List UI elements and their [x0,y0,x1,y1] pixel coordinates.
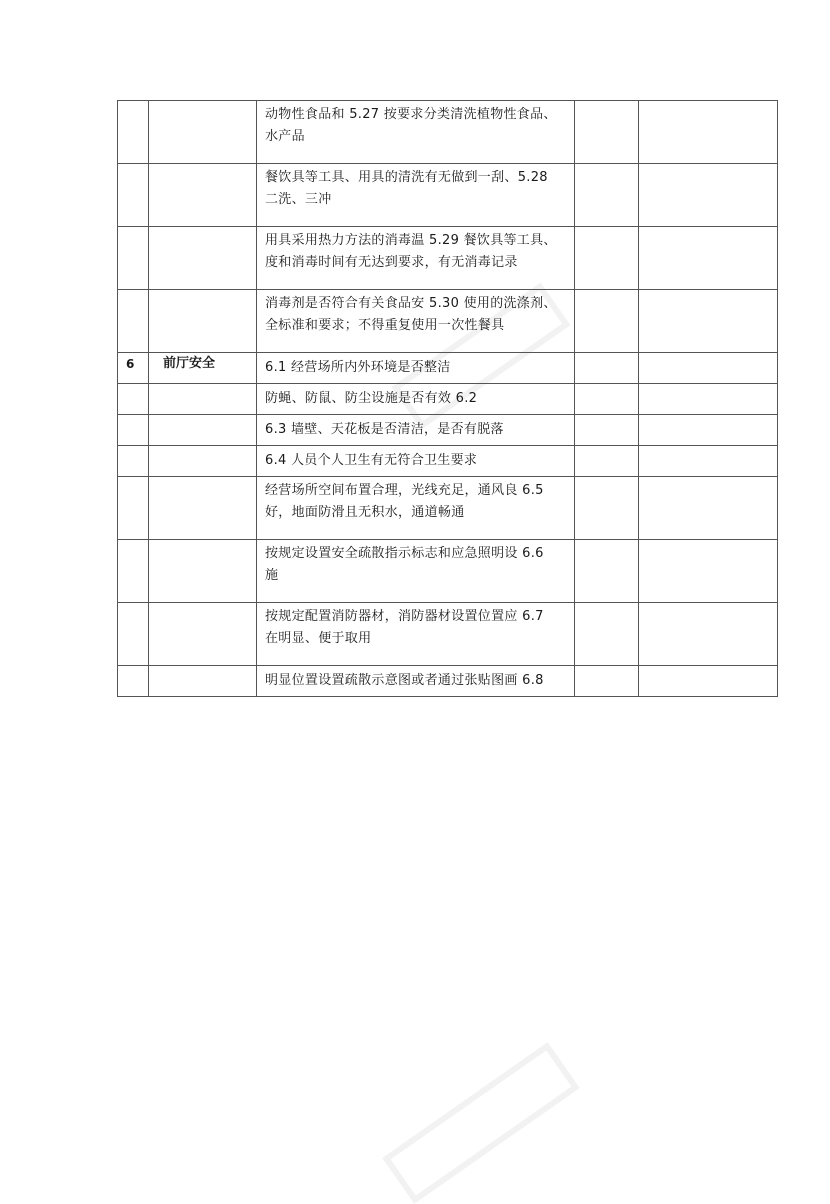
remarks-cell [639,384,778,415]
row-number-cell [118,446,149,477]
check-item-cell [257,101,575,164]
check-item-text-line: 在明显、便于取用 [265,631,372,646]
check-item-cell [257,227,575,290]
check-item-cell [257,477,575,540]
result-cell [575,227,639,290]
remarks-cell [639,415,778,446]
check-item-text-line: 餐饮具等工具、用具的清洗有无做到一刮、5.28 [265,170,548,185]
check-item-text-line: 防蝇、防鼠、防尘设施是否有效 6.2 [265,391,478,406]
row-number-cell [118,603,149,666]
result-cell [575,101,639,164]
table-row [118,540,778,603]
check-item-text-line: 好，地面防滑且无积水，通道畅通 [265,505,465,520]
remarks-cell [639,164,778,227]
check-item-text-line: 消毒剂是否符合有关食品安 5.30 使用的洗涤剂、 [265,296,557,311]
watermark-stamp [382,1042,580,1204]
remarks-cell [639,353,778,384]
result-cell [575,477,639,540]
row-number-cell [118,477,149,540]
check-item-cell [257,666,575,697]
table-row [118,290,778,353]
check-item-text-line: 水产品 [265,129,305,144]
check-item-text-line: 按规定配置消防器材，消防器材设置位置应 6.7 [265,609,544,624]
result-cell [575,446,639,477]
result-cell [575,540,639,603]
result-cell [575,384,639,415]
check-item-cell [257,290,575,353]
check-item-text-line: 度和消毒时间有无达到要求，有无消毒记录 [265,255,518,270]
category-cell [149,353,257,384]
category-cell [149,477,257,540]
category-cell [149,666,257,697]
check-item-text-line: 用具采用热力方法的消毒温 5.29 餐饮具等工具、 [265,233,557,248]
row-number-cell [118,384,149,415]
category-cell [149,227,257,290]
row-number-cell-text: 6 [126,357,135,371]
result-cell [575,353,639,384]
remarks-cell [639,290,778,353]
check-item-cell [257,164,575,227]
row-number-cell [118,164,149,227]
check-item-text-line: 6.1 经营场所内外环境是否整洁 [265,360,451,375]
table-row [118,415,778,446]
check-item-cell [257,540,575,603]
category-cell-text: 前厅安全 [163,356,216,371]
row-number-cell [118,290,149,353]
result-cell [575,290,639,353]
table-row [118,101,778,164]
category-cell [149,540,257,603]
inspection-checklist-table [117,100,778,697]
check-item-cell [257,353,575,384]
check-item-cell [257,603,575,666]
table-row [118,164,778,227]
remarks-cell [639,227,778,290]
check-item-text-line: 全标准和要求；不得重复使用一次性餐具 [265,318,505,333]
remarks-cell [639,603,778,666]
result-cell [575,666,639,697]
check-item-text-line: 二洗、三冲 [265,192,332,207]
table-row [118,446,778,477]
table-row [118,603,778,666]
row-number-cell [118,227,149,290]
category-cell [149,603,257,666]
check-item-cell [257,384,575,415]
check-item-text-line: 明显位置设置疏散示意图或者通过张贴图画 6.8 [265,673,544,688]
category-cell [149,384,257,415]
category-cell [149,290,257,353]
check-item-text-line: 6.4 人员个人卫生有无符合卫生要求 [265,453,478,468]
result-cell [575,164,639,227]
check-item-text-line: 经营场所空间布置合理，光线充足，通风良 6.5 [265,483,544,498]
remarks-cell [639,666,778,697]
row-number-cell [118,101,149,164]
check-item-text-line: 施 [265,568,279,583]
row-number-cell [118,415,149,446]
remarks-cell [639,477,778,540]
check-item-cell [257,415,575,446]
category-cell [149,164,257,227]
table-row [118,227,778,290]
result-cell [575,415,639,446]
result-cell [575,603,639,666]
remarks-cell [639,446,778,477]
table-row [118,384,778,415]
table-row [118,477,778,540]
category-cell [149,101,257,164]
check-item-cell [257,446,575,477]
remarks-cell [639,540,778,603]
check-item-text-line: 按规定设置安全疏散指示标志和应急照明设 6.6 [265,546,544,561]
check-item-text-line: 6.3 墙壁、天花板是否清洁，是否有脱落 [265,422,504,437]
table-row [118,666,778,697]
row-number-cell [118,353,149,384]
check-item-text-line: 动物性食品和 5.27 按要求分类清洗植物性食品、 [265,107,557,122]
remarks-cell [639,101,778,164]
category-cell [149,415,257,446]
table-body [118,101,778,697]
category-cell [149,446,257,477]
row-number-cell [118,540,149,603]
table-row [118,353,778,384]
row-number-cell [118,666,149,697]
